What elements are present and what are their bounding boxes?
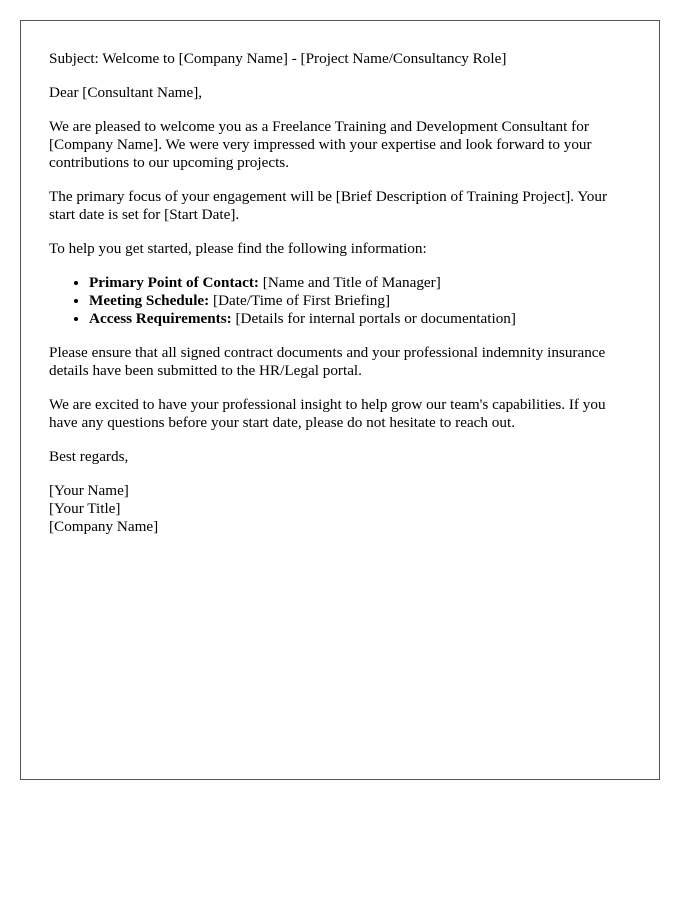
- onboarding-information-list: [49, 274, 631, 328]
- signature-company: [Company Name]: [49, 518, 159, 535]
- meeting-schedule-value: [Date/Time of First Briefing]: [209, 292, 391, 309]
- questions-paragraph: We are excited to have your professional insight to help grow our team's capabilities. If you have any questions before your start date, please do not hesitate to reach out.: [49, 396, 606, 431]
- engagement-paragraph: The primary focus of your engagement will be [Brief Description of Training Project]. Your start date is set for [Start Date].: [49, 188, 608, 223]
- letter-document: [20, 20, 660, 780]
- welcome-paragraph: We are pleased to welcome you as a Freelance Training and Development Consultant for [Company Name]. We were very impressed with your expertise and look forward to your contributions to our upcoming projects.: [49, 118, 592, 171]
- access-requirements-value: [Details for internal portals or documentation]: [231, 310, 516, 327]
- letter-subject: Subject: Welcome to [Company Name] - [Project Name/Consultancy Role]: [49, 50, 507, 67]
- letter-salutation: Dear [Consultant Name],: [49, 84, 203, 101]
- letter-closing: Best regards,: [49, 448, 129, 465]
- list-item-access-requirements: [89, 310, 631, 328]
- access-requirements-label: Access Requirements:: [89, 310, 232, 327]
- list-item-meeting-schedule: [89, 292, 631, 310]
- primary-contact-value: [Name and Title of Manager]: [258, 274, 441, 291]
- documents-paragraph: Please ensure that all signed contract documents and your professional indemnity insurance details have been submitted to the HR/Legal portal.: [49, 344, 606, 379]
- meeting-schedule-label: Meeting Schedule:: [89, 292, 210, 309]
- signature-block: [49, 482, 631, 536]
- list-item-primary-contact: [89, 274, 631, 292]
- signature-title: [Your Title]: [49, 500, 121, 517]
- primary-contact-label: Primary Point of Contact:: [89, 274, 259, 291]
- information-intro: To help you get started, please find the following information:: [49, 240, 427, 257]
- signature-name: [Your Name]: [49, 482, 129, 499]
